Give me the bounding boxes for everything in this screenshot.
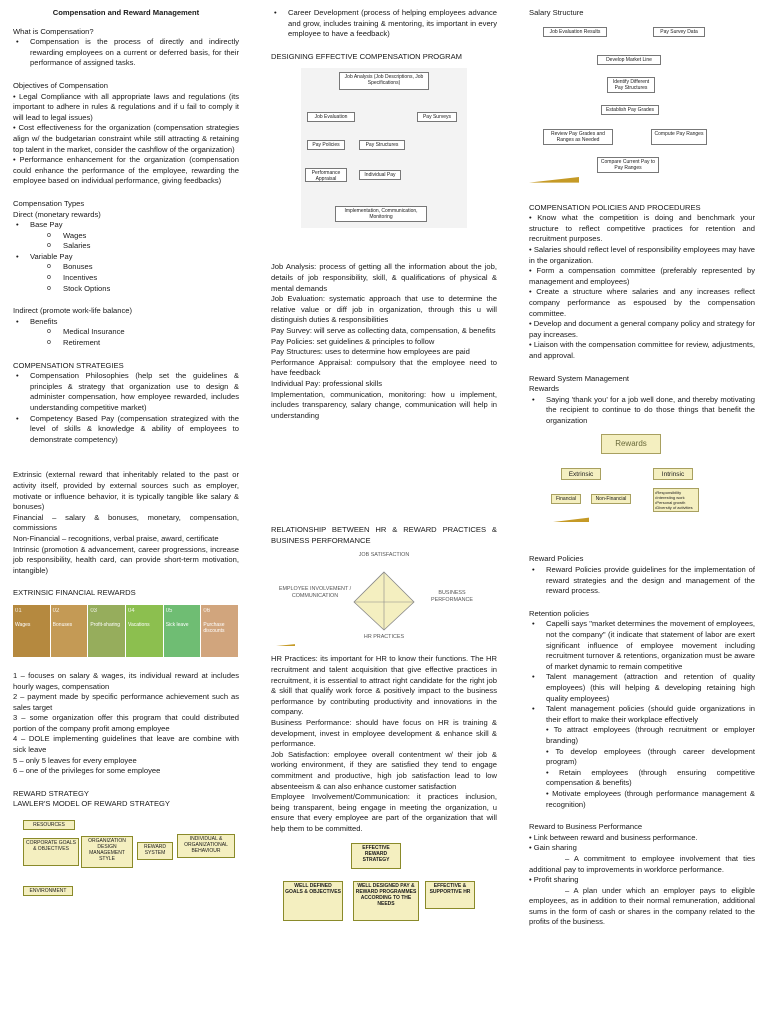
ers-hr: EFFECTIVE & SUPPORTIVE HR <box>425 881 475 909</box>
flow-pay-surveys: Pay Surveys <box>417 112 457 122</box>
sal-compute: Compute Pay Ranges <box>651 129 707 145</box>
tree-extrinsic: Extrinsic <box>561 468 601 480</box>
employee-involvement: Employee Involvement/Communication: it practices inclusion, being transparent, being engage in meeting the organization, u ensure that every employee are part of the organization that will help them to be committed. <box>271 792 497 833</box>
reward-strategy-heading: REWARD STRATEGY <box>13 788 89 798</box>
sal-pay-grades: Establish Pay Grades <box>601 105 659 115</box>
flow-performance-appraisal: Performance Appraisal <box>305 168 347 182</box>
intrinsic-text: Intrinsic (promotion & advancement, career progressions, increase job responsibility, health card, can provide short-term motivation, intangible) <box>13 544 239 575</box>
reward-cell-label: Sick leave <box>165 621 189 628</box>
rbp-2: • Gain sharing <box>529 843 577 853</box>
retention-2: • Talent management (attraction and retention of quality employees) (this will helping & developing retaining high quality employees) <box>546 672 755 704</box>
financial-text: Financial – salary & bonuses, monetary, compensation, commissions <box>13 512 239 533</box>
definition: Performance Appraisal: compulsory that the employee need to have feedback <box>271 357 497 378</box>
diamond-top: JOB SATISFACTION <box>358 552 410 559</box>
definition: Implementation, communication, monitoring: how u implement, includes transparency, salary change, communication will help in understanding <box>271 389 497 420</box>
reward-cell-number: 06 <box>203 607 211 614</box>
sal-pay-survey: Pay Survey Data <box>653 27 705 37</box>
reward-cell-label: Purchase discounts <box>203 621 225 634</box>
rbp-2b: – A commitment to employee involvement that ties additional pay to improvements in workforce performance. <box>529 853 755 874</box>
retention-3a: • To attract employees (through recruitment or employer branding) <box>546 725 755 745</box>
reward-cell-number: 02 <box>52 607 60 614</box>
efr-list-item: 6 – one of the privileges for some employee <box>13 766 161 776</box>
reward-cell-label: Bonuses <box>52 621 73 628</box>
rbp-1: • Link between reward and business performance. <box>529 832 698 842</box>
column-2 <box>271 8 497 933</box>
flow-individual-pay: Individual Pay <box>359 170 401 180</box>
reward-cell <box>201 605 239 657</box>
flow-job-evaluation: Job Evaluation <box>307 112 355 122</box>
reward-cell-number: 01 <box>15 607 22 614</box>
lawler-goals: CORPORATE GOALS & OBJECTIVES <box>23 838 79 866</box>
tree-intrinsic: Intrinsic <box>653 468 693 480</box>
objectives-heading: Objectives of Compensation <box>13 80 108 90</box>
compensation-flowchart <box>301 68 467 228</box>
base-item: o Salaries <box>63 241 239 252</box>
policy-item: • Create a structure where salaries and any increases reflect company performance as espoused by the compensation committee. <box>529 287 755 318</box>
diamond-left: EMPLOYEE INVOLVEMENT / COMMUNICATION <box>278 586 352 599</box>
efr-list-item: 3 – some organization offer this program that could distributed portion of the company profit among employee <box>13 713 239 733</box>
benefits: • Benefits <box>30 317 239 328</box>
efr-list-item: 1 – focuses on salary & wages, its individual reward at includes hourly wages, compensation <box>13 670 239 691</box>
reward-policies-body: • Reward Policies provide guidelines for the implementation of reward strategies and the design and management of the reward process. <box>546 565 755 597</box>
sal-market-line: Develop Market Line <box>597 55 661 65</box>
retention-3: • Talent management policies (should guide organizations in their effort to make their workplace effectively <box>546 704 755 725</box>
ers-programmes: WELL DESIGNED PAY & REWARD PROGRAMMES ACCORDING TO THE NEEDS <box>353 881 419 921</box>
flow-pay-policies: Pay Policies <box>307 140 345 150</box>
tree-nonfinancial: Non-Financial <box>591 494 631 504</box>
tree-intrinsic-items: •Responsibility •Interesting work •Personal growth •Diversity of activities <box>653 488 699 512</box>
lawler-resources: RESOURCES <box>23 820 75 830</box>
career-development: • Career Development (process of helping employees advance and grow, includes training & mentoring, its important in every employee to have a feedback) <box>288 8 497 40</box>
retention-heading: Retention policies <box>529 608 589 618</box>
job-satisfaction: Job Satisfaction: employee overall contentment w/ their job & working environment, if they are satisfied they tend to engage commitment and productive, high job satisfaction lead to low absenteeism & can also enhance customer satisfaction <box>271 749 497 791</box>
retention-3b: • To develop employees (through career development program) <box>546 746 755 767</box>
policies-heading: COMPENSATION POLICIES AND PROCEDURES <box>529 202 701 212</box>
reward-cell-number: 03 <box>90 607 98 614</box>
objective-2: • Cost effectiveness for the organization (compensation strategies align w/ the budgetarian constraint while still attracting & retaining top talent in the market, consider the cashflow of the organization) <box>13 123 239 154</box>
policy-item: • Know what the competition is doing and benchmark your structure to reflect competitive practices for retention and recruitment purposes. <box>529 213 755 244</box>
base-item: o Wages <box>63 231 239 242</box>
variable-item: o Incentives <box>63 273 239 284</box>
reward-cell-label: Wages <box>15 621 31 628</box>
definition: Pay Survey: will serve as collecting data, compensation, & benefits <box>271 325 496 335</box>
objective-3: • Performance enhancement for the organization (compensation could enhance the performance of the employee, rewarding the employee based on individual performance, giving feedbacks) <box>13 155 239 186</box>
retention-3d: • Motivate employees (through performance management & recognition) <box>546 788 755 809</box>
rsm-heading: Reward System Management <box>529 373 630 383</box>
lawler-heading: LAWLER'S MODEL OF REWARD STRATEGY <box>13 799 170 809</box>
column-3 <box>529 8 755 928</box>
strategies-heading: COMPENSATION STRATEGIES <box>13 360 124 370</box>
lawler-diagram <box>13 816 239 904</box>
direct-heading: Direct (monetary rewards) <box>13 209 101 219</box>
effective-reward-strategy-diagram <box>271 841 497 933</box>
salary-structure-heading: Salary Structure <box>529 8 584 17</box>
efr-list-item: 2 – payment made by specific performance achievement such as sales target <box>13 692 239 712</box>
lawler-reward: REWARD SYSTEM <box>137 842 173 860</box>
salary-structure-diagram <box>529 23 755 183</box>
rbp-3: • Profit sharing <box>529 875 579 885</box>
policy-item: • Develop and document a general company policy and strategy for pay increases. <box>529 319 755 339</box>
retention-3c: • Retain employees (through ensuring competitive compensation & benefits) <box>546 767 755 788</box>
variable-item: o Bonuses <box>63 262 239 273</box>
relationship-heading: RELATIONSHIP BETWEEN HR & REWARD PRACTICES & BUSINESS PERFORMANCE <box>271 525 497 545</box>
reward-policies-heading: Reward Policies <box>529 554 584 564</box>
efr-list-item: 5 – only 5 leaves for every employee <box>13 755 137 765</box>
reward-cell-label: Profit-sharing <box>90 621 121 628</box>
reward-cell <box>126 605 164 657</box>
diamond-bottom: HR PRACTICES <box>363 634 405 641</box>
types-heading: Compensation Types <box>13 198 85 208</box>
relationship-diamond <box>271 550 497 646</box>
policy-item: • Liaison with the compensation committee for review, adjustments, and approval. <box>529 340 755 360</box>
strategy-1: • Compensation Philosophies (help set the guidelines & principles & strategy that organization use to design & administer compensation, how employee rewarded, includes understanding competitive market) <box>30 371 239 413</box>
lawler-design: ORGANIZATION DESIGN MANAGEMENT STYLE <box>81 836 133 868</box>
flow-job-analysis: Job Analysis (Job Descriptions, Job Specifications) <box>339 72 429 90</box>
doc-title: Compensation and Reward Management <box>52 8 200 17</box>
nonfinancial-text: Non-Financial – recognitions, verbal praise, award, certificate <box>13 533 219 543</box>
reward-cell <box>13 605 51 657</box>
rbp-3b: – A plan under which an employer pays to eligible employees, as in addition to their normal remuneration, additional sums in the form of cash or shares in the company related to the profits of the business. <box>529 885 755 927</box>
sal-pay-structures: Identify Different Pay Structures <box>607 77 655 93</box>
reward-cell <box>88 605 126 657</box>
efr-heading: EXTRINSIC FINANCIAL REWARDS <box>13 588 136 598</box>
sal-job-eval: Job Evaluation Results <box>543 27 607 37</box>
reward-cell <box>51 605 89 657</box>
what-body: • Compensation is the process of directly and indirectly rewarding employees on a current or deferred basis, for their performance of assigned tasks. <box>30 37 239 69</box>
ers-goals: WELL DEFINED GOALS & OBJECTIVES <box>283 881 343 921</box>
base-pay: • Base Pay <box>30 220 239 231</box>
reward-cell-number: 05 <box>165 607 173 614</box>
sal-review: Review Pay Grades and Ranges as Needed <box>543 129 613 145</box>
sal-compare: Compare Current Pay to Pay Ranges <box>597 157 659 173</box>
lawler-individual: INDIVIDUAL & ORGANIZATIONAL BEHAVIOUR <box>177 834 235 858</box>
definition: Pay Structures: uses to determine how employees are paid <box>271 347 470 357</box>
variable-item: o Stock Options <box>63 284 239 295</box>
tree-root: Rewards <box>601 434 661 454</box>
reward-cell <box>164 605 202 657</box>
definition: Pay Policies: set guidelines & principles to follow <box>271 336 435 346</box>
benefit-item: o Medical Insurance <box>63 327 239 338</box>
rewards-table <box>13 605 239 657</box>
benefit-item: o Retirement <box>63 338 239 349</box>
policy-item: • Form a compensation committee (preferably represented by management and employees) <box>529 266 755 286</box>
hr-practices: HR Practices: its important for HR to know their functions. The HR recruitment and talent acquisition that give effective practices in recruitment, it is essential to attract right candidate for the right job & skill that qualify work force & positively impact to the business performance by contributing productivity and innovations in the company. <box>271 654 497 717</box>
efr-list-item: 4 – DOLE implementing guidelines that leave are combine with sick leave <box>13 734 239 755</box>
indirect-heading: Indirect (promote work-life balance) <box>13 306 133 316</box>
what-heading: What is Compensation? <box>13 26 94 36</box>
flow-pay-structures: Pay Structures <box>359 140 405 150</box>
reward-cell-label: Vacations <box>128 621 150 628</box>
rewards-heading: Rewards <box>529 384 559 394</box>
definition: Job Evaluation: systematic approach that use to determine the relative value or diff job in organization, through this u will distinguish duties & responsibilities <box>271 294 497 325</box>
corner-accent <box>549 510 589 522</box>
rewards-body: • Saying 'thank you' for a job well done, and thereby motivating the recipient to continue to do those things that benefit the organization <box>546 395 755 427</box>
variable-pay: • Variable Pay <box>30 252 239 263</box>
tree-financial: Financial <box>551 494 581 504</box>
strategy-2: • Competency Based Pay (compensation strategized with the level of skills & knowledge & ability of employees to demonstrate competency) <box>30 414 239 446</box>
retention-1: • Capelli says "market determines the movement of employees, not the company" (it indicate that statement of labor are exert significant influence of employee movement including recruitment turnover & retentions, organization must be aware of market dynamic to remain competitive <box>546 619 755 672</box>
corner-accent <box>529 169 579 183</box>
lawler-environment: ENVIRONMENT <box>23 886 73 896</box>
definition: Individual Pay: professional skills <box>271 378 383 388</box>
column-1 <box>13 8 239 904</box>
ers-top: EFFECTIVE REWARD STRATEGY <box>351 843 401 869</box>
objective-1: • Legal Compliance with all appropriate laws and regulations (its important to adhere in rules & regulations and if u fail to comply it will lead to legal issues) <box>13 91 239 122</box>
diamond-right: BUSINESS PERFORMANCE <box>431 590 473 603</box>
rbp-heading: Reward to Business Performance <box>529 822 643 832</box>
business-performance: Business Performance: should have focus on HR is training & development, invest in employee development & enhance skill & performance. <box>271 718 497 749</box>
design-heading: DESIGNING EFFECTIVE COMPENSATION PROGRAM <box>271 51 462 61</box>
policy-item: • Salaries should reflect level of responsibility employees may have in the organization. <box>529 244 755 265</box>
definition: Job Analysis: process of getting all the information about the job, details of job responsibility, skill, & qualifications of physical & mental demands <box>271 262 497 293</box>
rewards-tree <box>529 432 755 522</box>
reward-cell-number: 04 <box>128 607 135 614</box>
flow-implementation: Implementation, Communication, Monitoring <box>335 206 427 222</box>
extrinsic-text: Extrinsic (external reward that inheritably related to the past or activity itself, provided by external sources such as employer, motivate or influence behavior, it is typically tangible like salary & bonuses) <box>13 470 239 512</box>
